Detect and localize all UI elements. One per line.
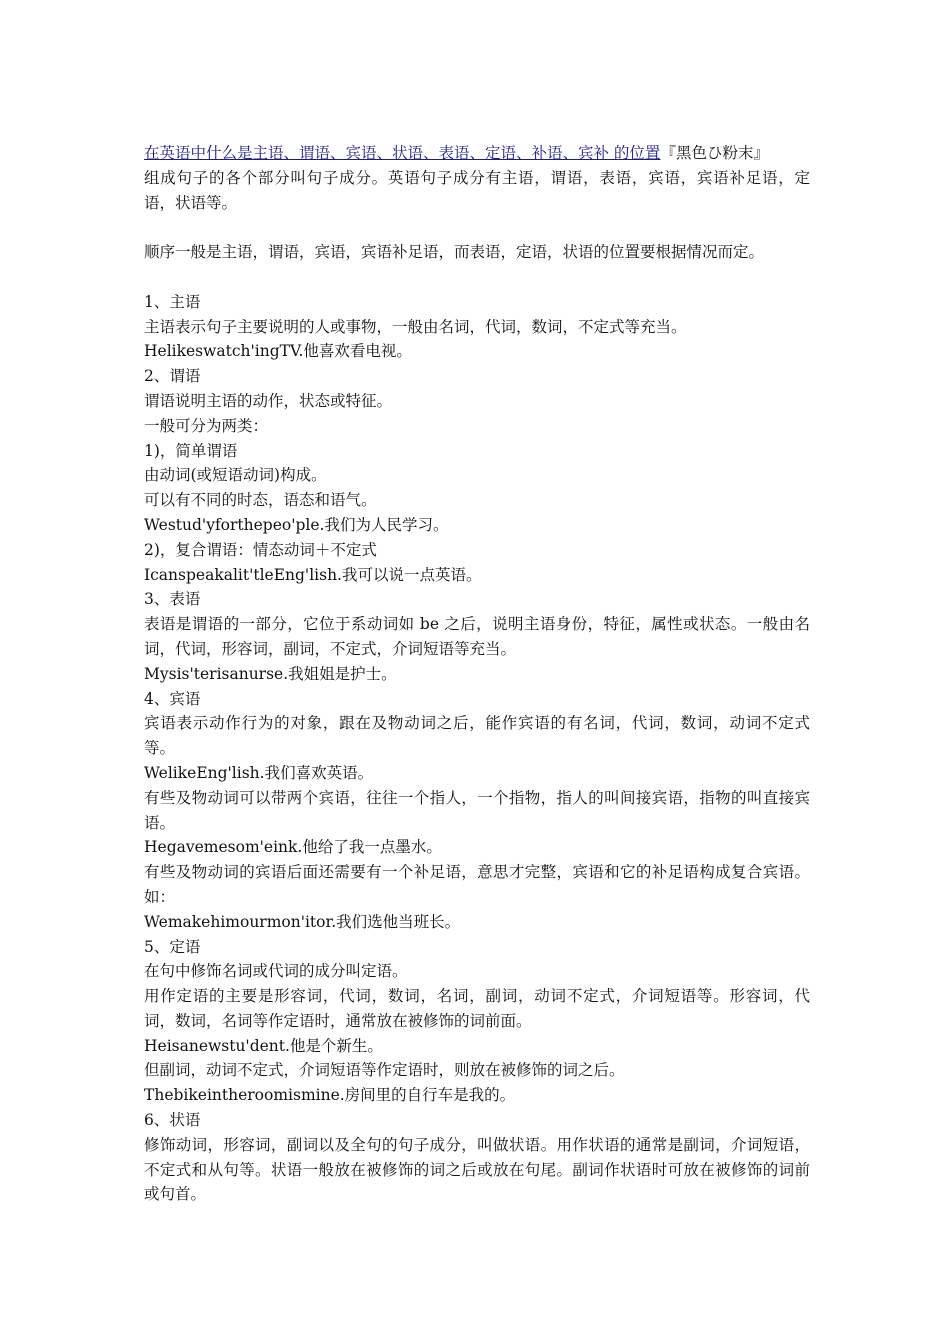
- section-heading-subject: 1、主语: [144, 292, 201, 311]
- example-sentence: Westud'yforthepeo'ple.我们为人民学习。: [144, 515, 449, 534]
- example-sentence: Icanspeakalit'tleEng'lish.我可以说一点英语。: [144, 565, 482, 584]
- paragraph: 一般可分为两类：: [144, 416, 269, 435]
- blank-line: [144, 215, 810, 240]
- title-link[interactable]: 在英语中什么是主语、谓语、宾语、状语、表语、定语、补语、宾补 的位置: [144, 144, 661, 162]
- paragraph: 谓语说明主语的动作，状态或特征。: [144, 391, 393, 410]
- section-heading-attributive: 5、定语: [144, 937, 201, 956]
- example-sentence: Helikeswatch'ingTV.他喜欢看电视。: [144, 342, 412, 361]
- paragraph: 修饰动词，形容词，副词以及全句的句子成分，叫做状语。用作状语的通常是副词，介词短语，不定式和从句等。状语一般放在被修饰的词之后或放在句尾。副词作状语时可放在被修饰的词前或句首。: [144, 1135, 810, 1204]
- subheading: 2)，复合谓语：情态动词＋不定式: [144, 540, 377, 559]
- paragraph: 可以有不同的时态，语态和语气。: [144, 491, 377, 510]
- paragraph: 有些及物动词可以带两个宾语，往往一个指人，一个指物，指人的叫间接宾语，指物的叫直接宾语。: [144, 788, 810, 832]
- example-sentence: Hegavemesom'eink.他给了我一点墨水。: [144, 838, 442, 857]
- paragraph: 主语表示句子主要说明的人或事物，一般由名词，代词，数词，不定式等充当。: [144, 317, 687, 336]
- order-paragraph: 顺序一般是主语，谓语，宾语，宾语补足语，而表语，定语，状语的位置要根据情况而定。: [144, 243, 765, 262]
- section-heading-object: 4、宾语: [144, 689, 201, 708]
- document-title: [144, 141, 810, 166]
- paragraph: 表语是谓语的一部分，它位于系动词如 be 之后，说明主语身份，特征，属性或状态。一般由名词，代词，形容词，副词，不定式，介词短语等充当。: [144, 615, 810, 658]
- example-sentence: Thebikeintheroomismine.房间里的自行车是我的。: [144, 1086, 516, 1105]
- example-sentence: Mysis'terisanurse.我姐姐是护士。: [144, 664, 397, 683]
- document-body: [144, 141, 810, 1207]
- paragraph: 但副词，动词不定式，介词短语等作定语时，则放在被修饰的词之后。: [144, 1061, 625, 1080]
- blank-line: [144, 265, 810, 290]
- example-sentence: Wemakehimourmon'itor.我们选他当班长。: [144, 912, 461, 931]
- paragraph: 用作定语的主要是形容词，代词，数词，名词，副词，动词不定式，介词短语等。形容词，代词，数词，名词等作定语时，通常放在被修饰的词前面。: [144, 987, 810, 1030]
- example-sentence: Heisanewstu'dent.他是个新生。: [144, 1036, 383, 1055]
- paragraph: 宾语表示动作行为的对象，跟在及物动词之后，能作宾语的有名词，代词，数词，动词不定式等。: [144, 714, 810, 758]
- section-heading-predicative: 3、表语: [144, 590, 201, 609]
- paragraph: 有些及物动词的宾语后面还需要有一个补足语，意思才完整，宾语和它的补足语构成复合宾语。如：: [144, 863, 810, 906]
- title-author: 『黑色ひ粉末』: [660, 144, 769, 162]
- paragraph: 由动词(或短语动词)构成。: [144, 466, 327, 485]
- section-heading-adverbial: 6、状语: [144, 1111, 201, 1130]
- subheading: 1)，简单谓语: [144, 441, 238, 460]
- example-sentence: WelikeEng'lish.我们喜欢英语。: [144, 763, 374, 782]
- section-heading-predicate: 2、谓语: [144, 367, 201, 386]
- paragraph: 在句中修饰名词或代词的成分叫定语。: [144, 962, 408, 981]
- intro-paragraph: 组成句子的各个部分叫句子成分。英语句子成分有主语，谓语，表语，宾语，宾语补足语，定语，状语等。: [144, 168, 810, 212]
